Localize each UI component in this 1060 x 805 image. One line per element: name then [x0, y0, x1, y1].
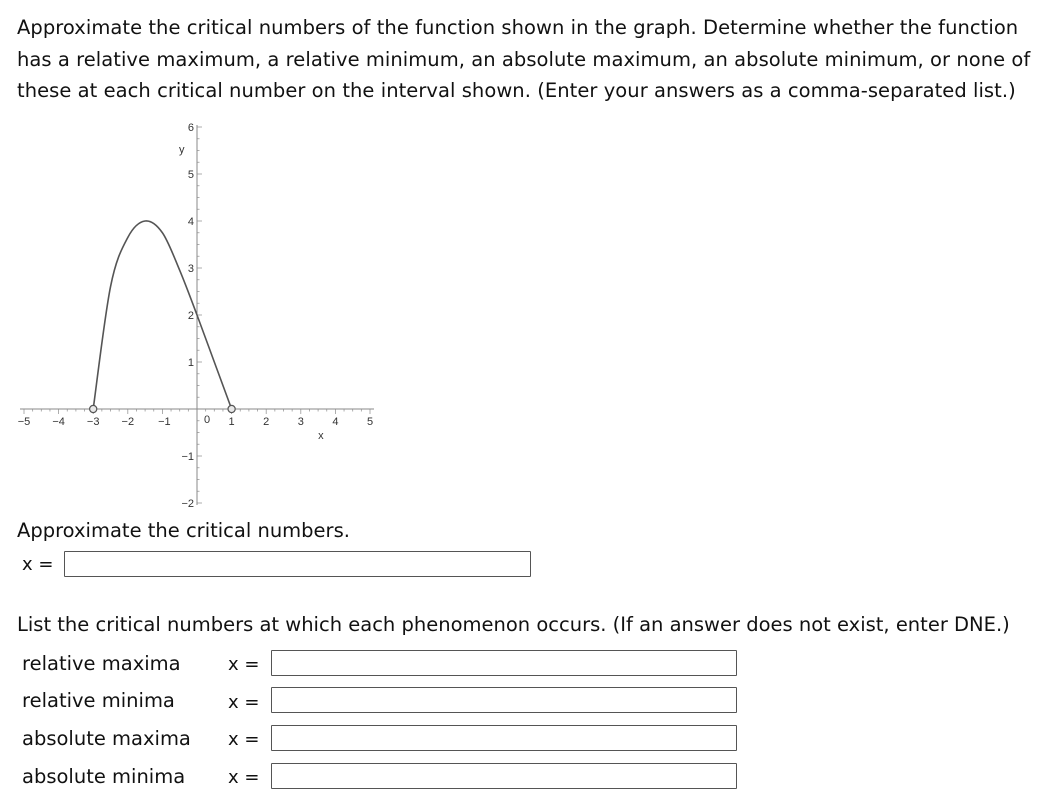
absolute-minima-x-label: x =: [228, 767, 260, 788]
y-tick-label: −2: [181, 498, 194, 510]
y-tick-label: 1: [187, 357, 194, 369]
y-axis-label: y: [179, 143, 185, 156]
x-tick-label: 5: [366, 416, 374, 428]
y-tick-labels: [181, 122, 194, 510]
absolute-minima-label: absolute minima: [22, 765, 186, 788]
function-curve: [93, 221, 231, 409]
relative-minima-label: relative minima: [22, 689, 175, 712]
x-tick-label: −2: [121, 416, 135, 428]
y-tick-label: 6: [187, 122, 194, 134]
absolute-maxima-x-label: x =: [228, 729, 260, 750]
y-tick-label: −1: [181, 451, 194, 463]
y-tick-label: 4: [187, 216, 194, 228]
x-tick-label: −4: [52, 416, 65, 428]
x-tick-label: 4: [332, 416, 339, 428]
question-text: Approximate the critical numbers of the function shown in the graph. Determine whether the function has a relative maximum, a relative minimum, an absolute maximum, an absolute minimum, or none of these at each critical number on the interval shown. (Enter your answers as a comma-separated list.): [17, 16, 1031, 102]
y-tick-label: 3: [187, 263, 194, 275]
x-tick-label: 0: [203, 414, 211, 426]
function-graph: [14, 122, 394, 510]
absolute-maxima-label: absolute maxima: [22, 727, 191, 750]
absolute-maxima-input[interactable]: [271, 725, 737, 751]
critical-numbers-input[interactable]: [64, 551, 531, 577]
relative-maxima-input[interactable]: [271, 650, 737, 676]
x-tick-label: 1: [228, 416, 235, 428]
critical-numbers-prompt: Approximate the critical numbers.: [17, 519, 350, 542]
y-tick-label: 2: [187, 310, 194, 322]
x-tick-label: 2: [263, 416, 270, 428]
relative-maxima-x-label: x =: [228, 654, 260, 675]
relative-minima-input[interactable]: [271, 687, 737, 713]
x-tick-label: −3: [86, 416, 100, 428]
relative-minima-x-label: x =: [228, 692, 260, 713]
x-tick-labels: [18, 414, 373, 428]
relative-maxima-label: relative maxima: [22, 652, 181, 675]
phenomenon-prompt: List the critical numbers at which each phenomenon occurs. (If an answer does not exist, enter DNE.): [17, 613, 1010, 636]
endpoint-marker: [90, 405, 97, 412]
x-axis-label: x: [318, 430, 324, 442]
x-tick-label: −1: [158, 416, 171, 428]
x-tick-label: −5: [17, 416, 31, 428]
y-tick-label: 5: [187, 169, 194, 181]
critical-numbers-x-label: x =: [22, 554, 54, 575]
x-tick-label: 3: [297, 416, 304, 428]
endpoint-marker: [228, 405, 235, 412]
absolute-minima-input[interactable]: [271, 763, 737, 789]
